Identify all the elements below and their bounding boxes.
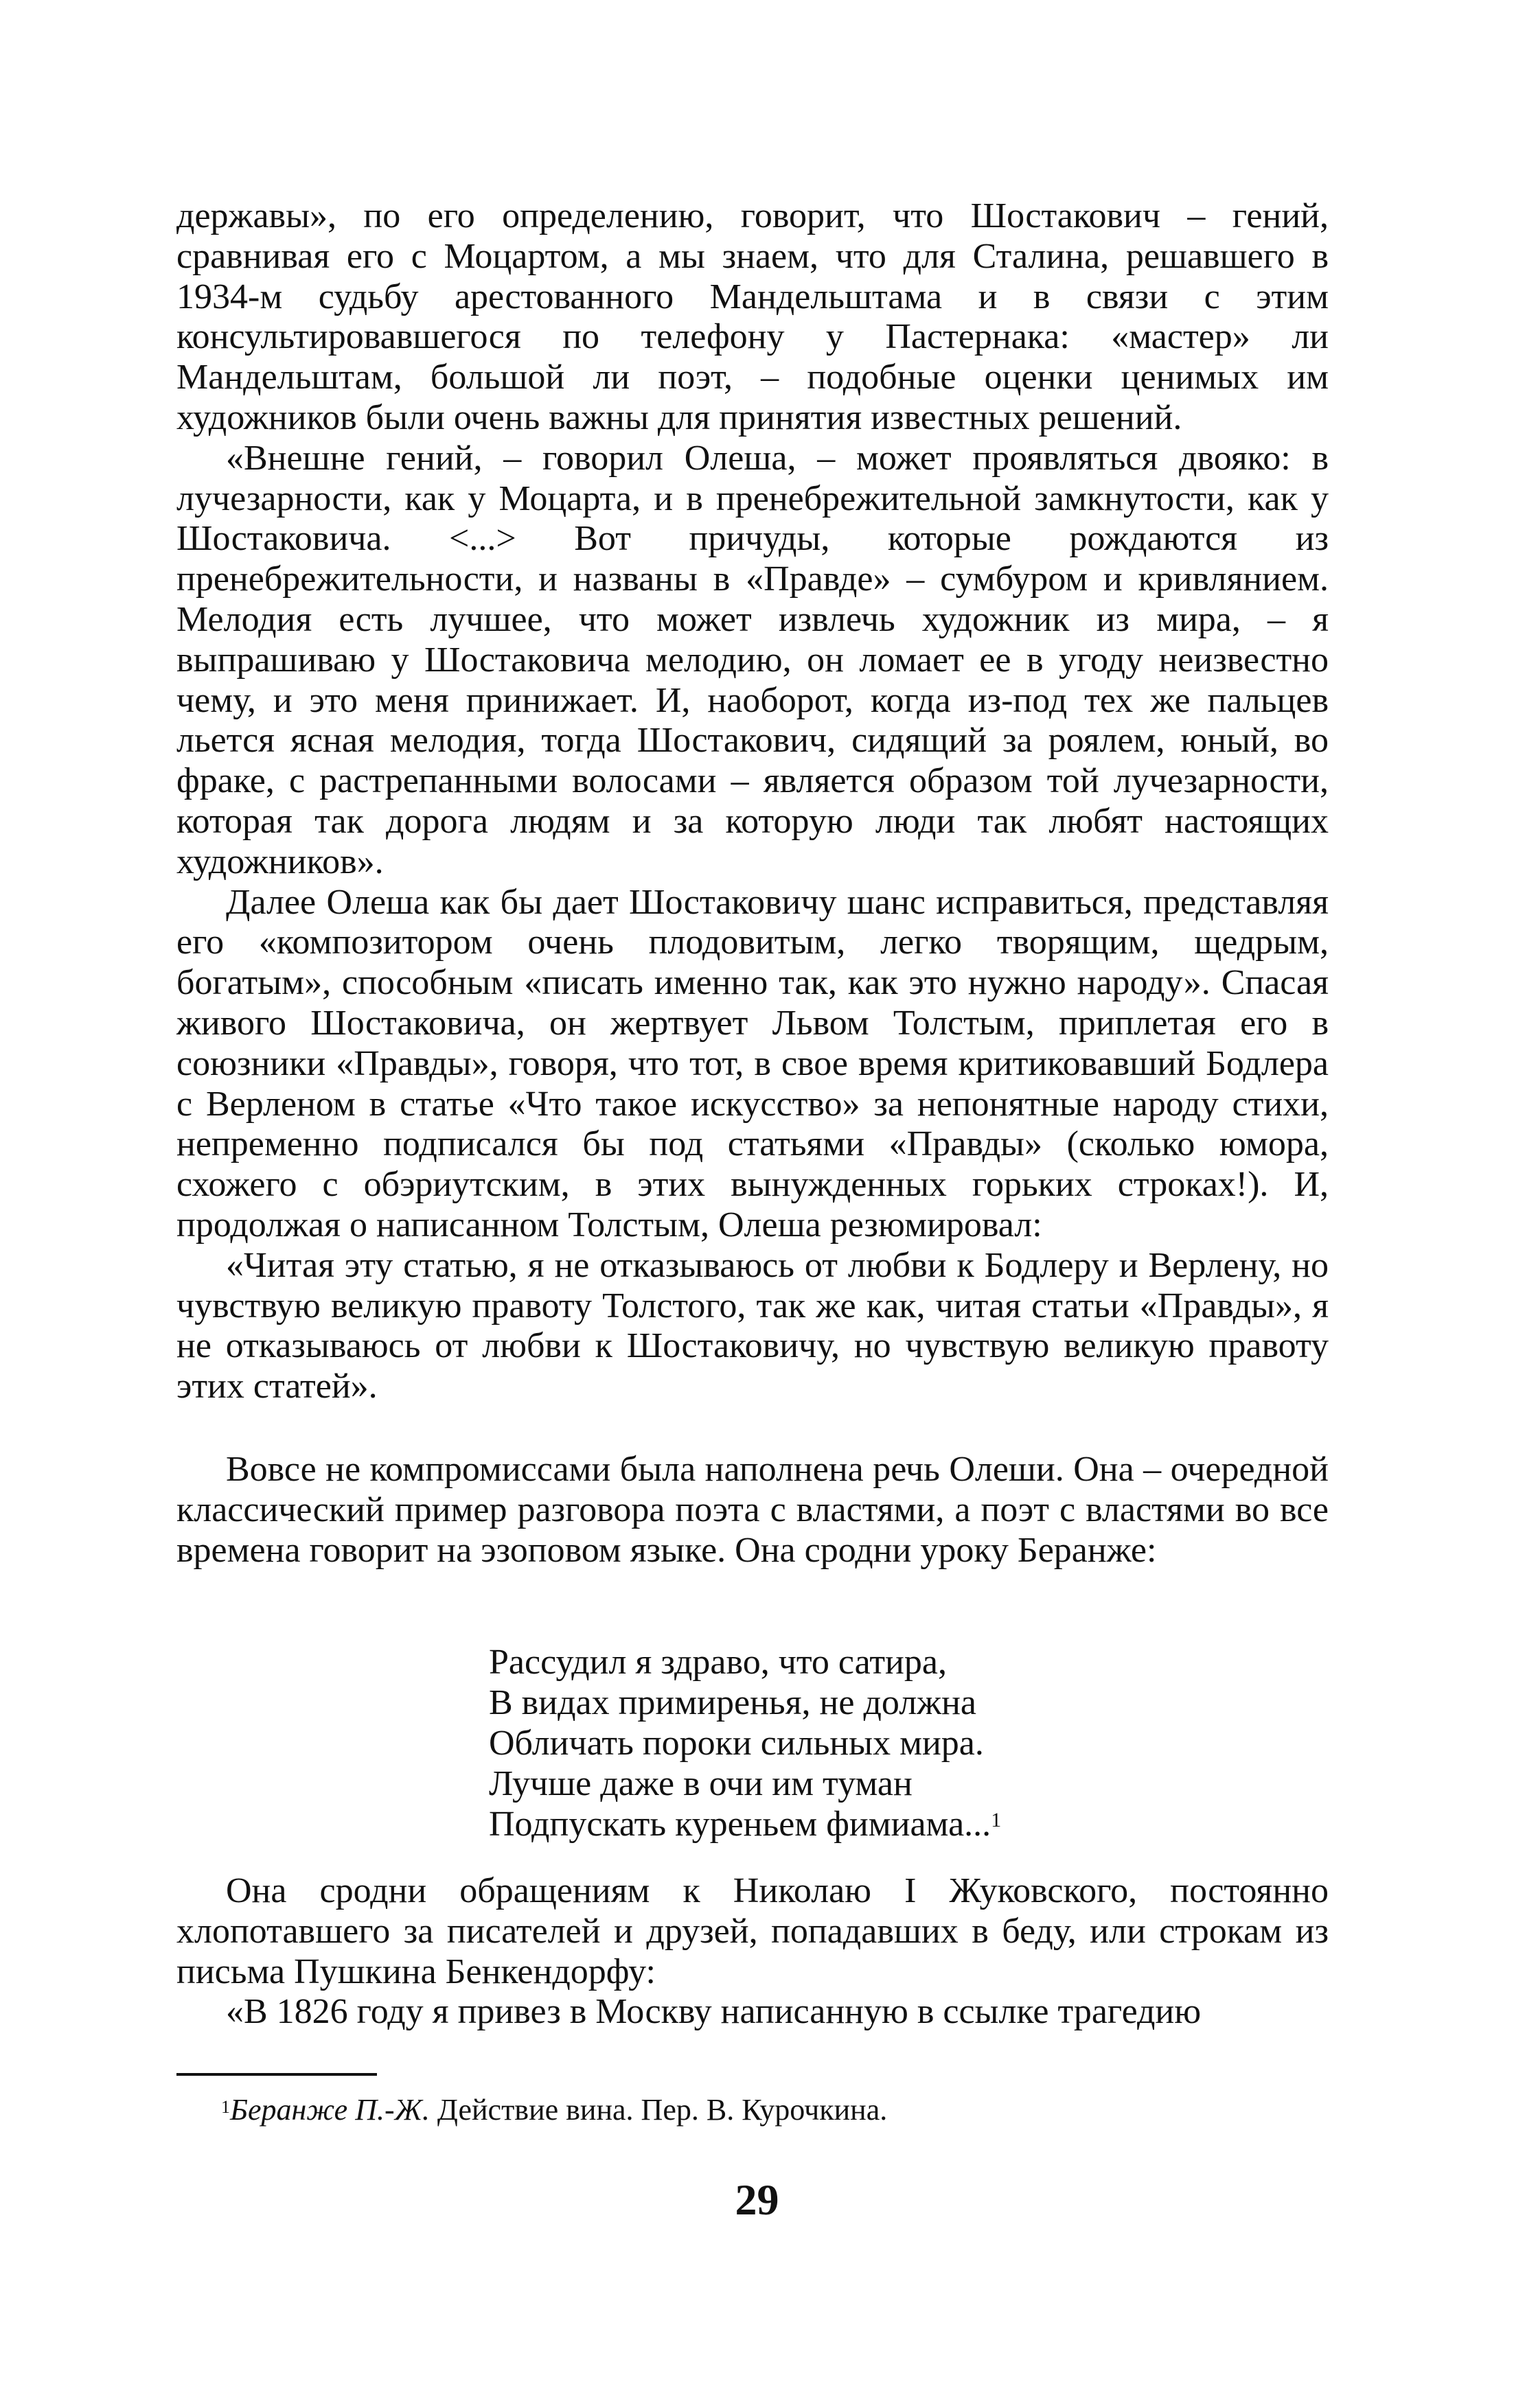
paragraph: «Читая эту статью, я не отказываюсь от любви к Бодлеру и Верлену, но чувствую великую правоту Толстого, так же как, читая статьи «Правды», я не отказываюсь от любви к Шостаковичу, но чувствую великую правоту этих статей». (176, 1245, 1329, 1406)
poem-line: Рассудил я здраво, что сатира, (489, 1643, 947, 1682)
paragraph: Вовсе не компромиссами была наполнена речь Олеши. Она – очередной классический пример разговора поэта с властями, а поэт с властями во все времена говорит на эзоповом языке. Она сродни уроку Беранже: (176, 1450, 1329, 1570)
main-text-middle (176, 1450, 1329, 1571)
poem-line-text: Подпускать куреньем фимиама... (489, 1805, 991, 1844)
footnote-text: Действие вина. Пер. В. Курочкина. (429, 2093, 888, 2127)
paragraph: Она сродни обращениям к Николаю I Жуковского, постоянно хлопотавшего за писателей и друзей, попадавших в беду, или строкам из письма Пушкина Бенкендорфу: (176, 1871, 1329, 1991)
poem-line-last (489, 1804, 1001, 1844)
poem-line: Лучше даже в очи им туман (489, 1764, 913, 1803)
footnote-number: 1 (221, 2097, 230, 2117)
footnote (221, 2092, 887, 2128)
poem-line: Обличать пороки сильных мира. (489, 1724, 984, 1763)
footnote-reference[interactable]: 1 (991, 1809, 1002, 1831)
footnote-author: Беранже П.-Ж. (230, 2093, 430, 2127)
main-text-bottom (176, 1871, 1329, 2033)
page-number: 29 (735, 2175, 779, 2224)
paragraph: «Внешне гений, – говорил Олеша, – может проявляться двояко: в лучезарности, как у Моцарта, и в пренебрежительной замкнутости, как у Шостаковича. <...> Вот причуды, которые рождаются из пренебрежительности, и названы в «Правде» – сумбуром и кривлянием. Мелодия есть лучшее, что может извлечь художник из мира, – я выпрашиваю у Шостаковича мелодию, он ломает ее в угоду неизвестно чему, и это меня принижает. И, наоборот, когда из-под тех же пальцев льется ясная мелодия, тогда Шостакович, сидящий за роялем, юный, во фраке, с растрепанными волосами – является образом той лучезарности, которая так дорога людям и за которую люди так любят настоящих художников». (176, 438, 1329, 881)
main-text-top (176, 196, 1329, 1407)
paragraph: Далее Олеша как бы дает Шостаковичу шанс исправиться, представляя его «композитором очень плодовитым, легко творящим, щедрым, богатым», способным «писать именно так, как это нужно народу». Спасая живого Шостаковича, он жертвует Львом Толстым, приплетая его в союзники «Правды», говоря, что тот, в свое время критиковавший Бодлера с Верленом в статье «Что такое искусство» за непонятные народу стихи, непременно подписался бы под статьями «Правды» (сколько юмора, схожего с обэриутским, в этих вынужденных горьких строках!). И, продолжая о написанном Толстым, Олеша резюмировал: (176, 882, 1329, 1244)
poem-line: В видах примиренья, не должна (489, 1683, 976, 1722)
footnote-divider (176, 2073, 377, 2076)
poem-quote (489, 1642, 1001, 1844)
paragraph: «В 1826 году я привез в Москву написанную в ссылке трагедию (226, 1992, 1202, 2032)
paragraph: державы», по его определению, говорит, что Шостакович – гений, сравнивая его с Моцартом, а мы знаем, что для Сталина, решавшего в 1934-м судьбу арестованного Мандельштама и в связи с этим консультировавшегося по телефону у Пастернака: «мастер» ли Мандельштам, большой ли поэт, – подобные оценки ценимых им художников были очень важны для принятия известных решений. (176, 196, 1329, 437)
